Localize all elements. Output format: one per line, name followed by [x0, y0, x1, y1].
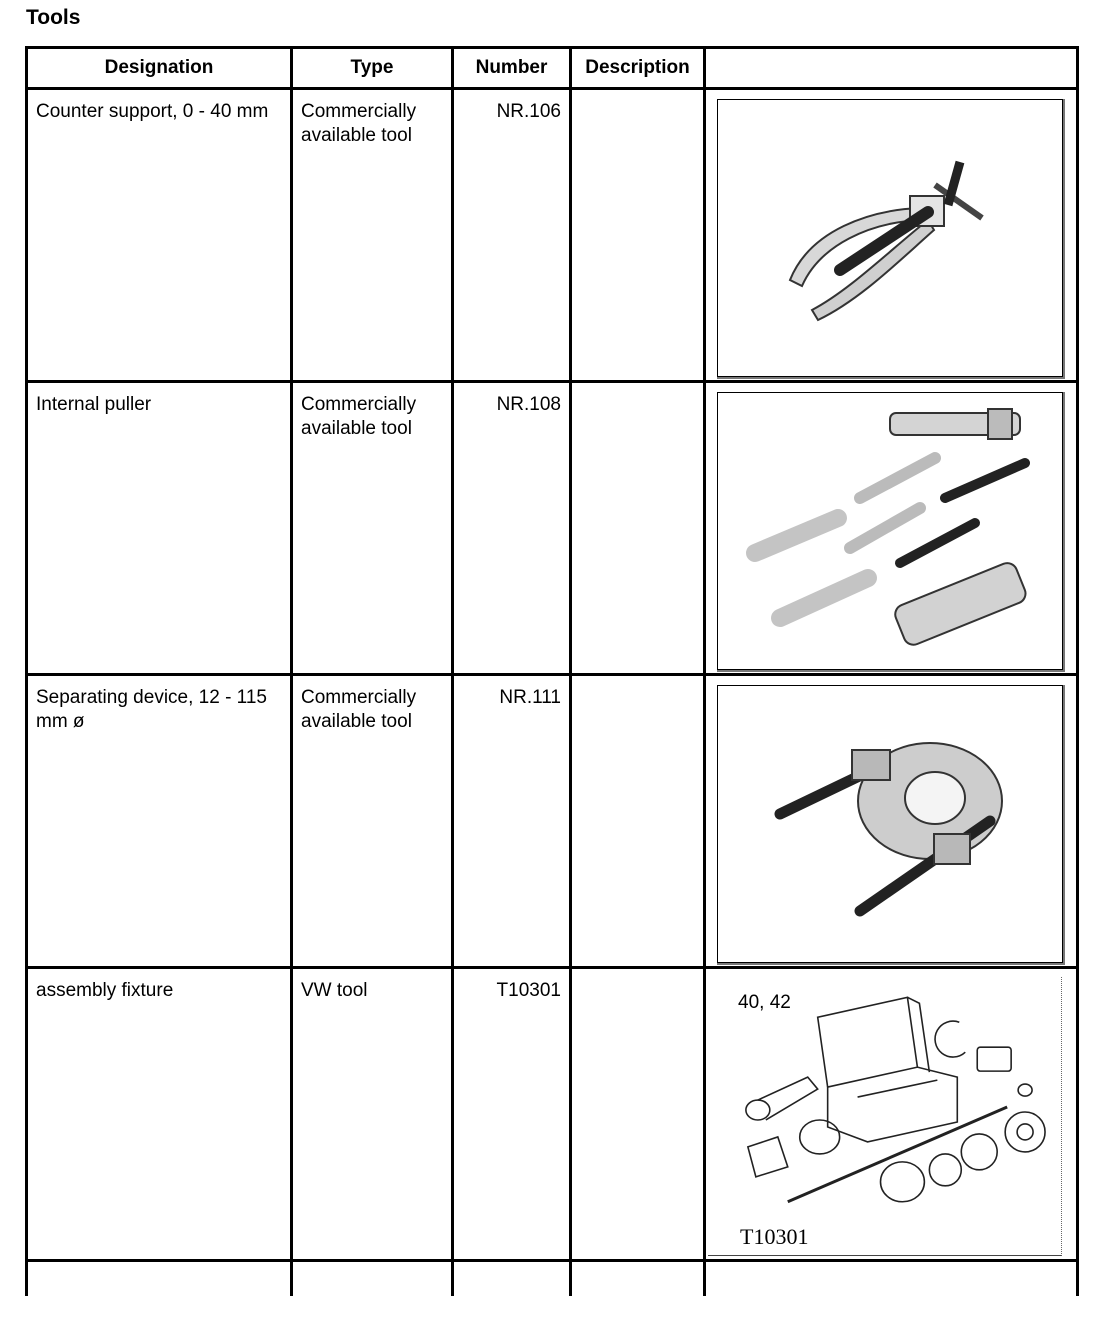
type-text: Commercially available tool: [301, 101, 417, 146]
number-cell: [453, 968, 571, 1261]
type-cell: [292, 675, 453, 968]
designation-cell: [27, 89, 292, 382]
page-title: Tools: [26, 6, 81, 29]
column-header-description: Description: [571, 48, 705, 89]
designation-text: assembly fixture: [36, 980, 174, 1001]
table-row: [27, 675, 1078, 968]
designation-text: Internal puller: [36, 394, 152, 415]
column-header-image: [705, 48, 1078, 89]
description-cell: [571, 675, 705, 968]
image-cell: [705, 675, 1078, 968]
type-cell: [292, 968, 453, 1261]
column-header-number: Number: [453, 48, 571, 89]
number-text: T10301: [496, 980, 561, 1001]
internal-puller-set-icon: [718, 393, 1062, 669]
assembly-fixture-kit-drawing: [708, 977, 1062, 1256]
type-text: Commercially available tool: [301, 687, 417, 732]
number-text: NR.106: [496, 101, 561, 122]
description-text: [572, 676, 703, 686]
number-text: NR.108: [496, 394, 561, 415]
number-text: NR.111: [499, 687, 561, 708]
number-cell: [453, 675, 571, 968]
designation-cell: [27, 675, 292, 968]
designation-text: Separating device, 12 - 115 mm ø: [36, 687, 267, 732]
description-text: [572, 969, 703, 979]
image-cell: [705, 382, 1078, 675]
empty-cell: [27, 1261, 292, 1297]
empty-cell: [453, 1261, 571, 1297]
description-text: [572, 90, 703, 100]
table-row: [27, 968, 1078, 1261]
two-arm-puller-icon: [718, 100, 1062, 376]
assembly-fixture-kit-icon: [708, 977, 1061, 1255]
empty-cell: [571, 1261, 705, 1297]
column-header-designation: Designation: [27, 48, 292, 89]
type-text: VW tool: [301, 980, 368, 1001]
table-row: [27, 382, 1078, 675]
column-header-type: Type: [292, 48, 453, 89]
description-cell: [571, 89, 705, 382]
table-row: [27, 89, 1078, 382]
image-cell: [705, 968, 1078, 1261]
type-text: Commercially available tool: [301, 394, 417, 439]
designation-cell: [27, 968, 292, 1261]
drawing-reference-label: 40, 42: [738, 992, 791, 1013]
empty-cell: [292, 1261, 453, 1297]
number-cell: [453, 382, 571, 675]
designation-cell: [27, 382, 292, 675]
type-cell: [292, 382, 453, 675]
separating-device-illustration: [717, 685, 1063, 963]
type-cell: [292, 89, 453, 382]
two-arm-puller-illustration: [717, 99, 1063, 377]
table-row-partial: [27, 1261, 1078, 1297]
description-text: [572, 383, 703, 393]
drawing-tool-code-label: T10301: [740, 1224, 809, 1249]
description-cell: [571, 382, 705, 675]
designation-text: Counter support, 0 - 40 mm: [36, 101, 269, 122]
internal-puller-set-illustration: [717, 392, 1063, 670]
empty-cell: [705, 1261, 1078, 1297]
image-cell: [705, 89, 1078, 382]
number-cell: [453, 89, 571, 382]
description-cell: [571, 968, 705, 1261]
tools-table: [25, 46, 1079, 1296]
separating-device-icon: [718, 686, 1062, 962]
table-header-row: [27, 48, 1078, 89]
